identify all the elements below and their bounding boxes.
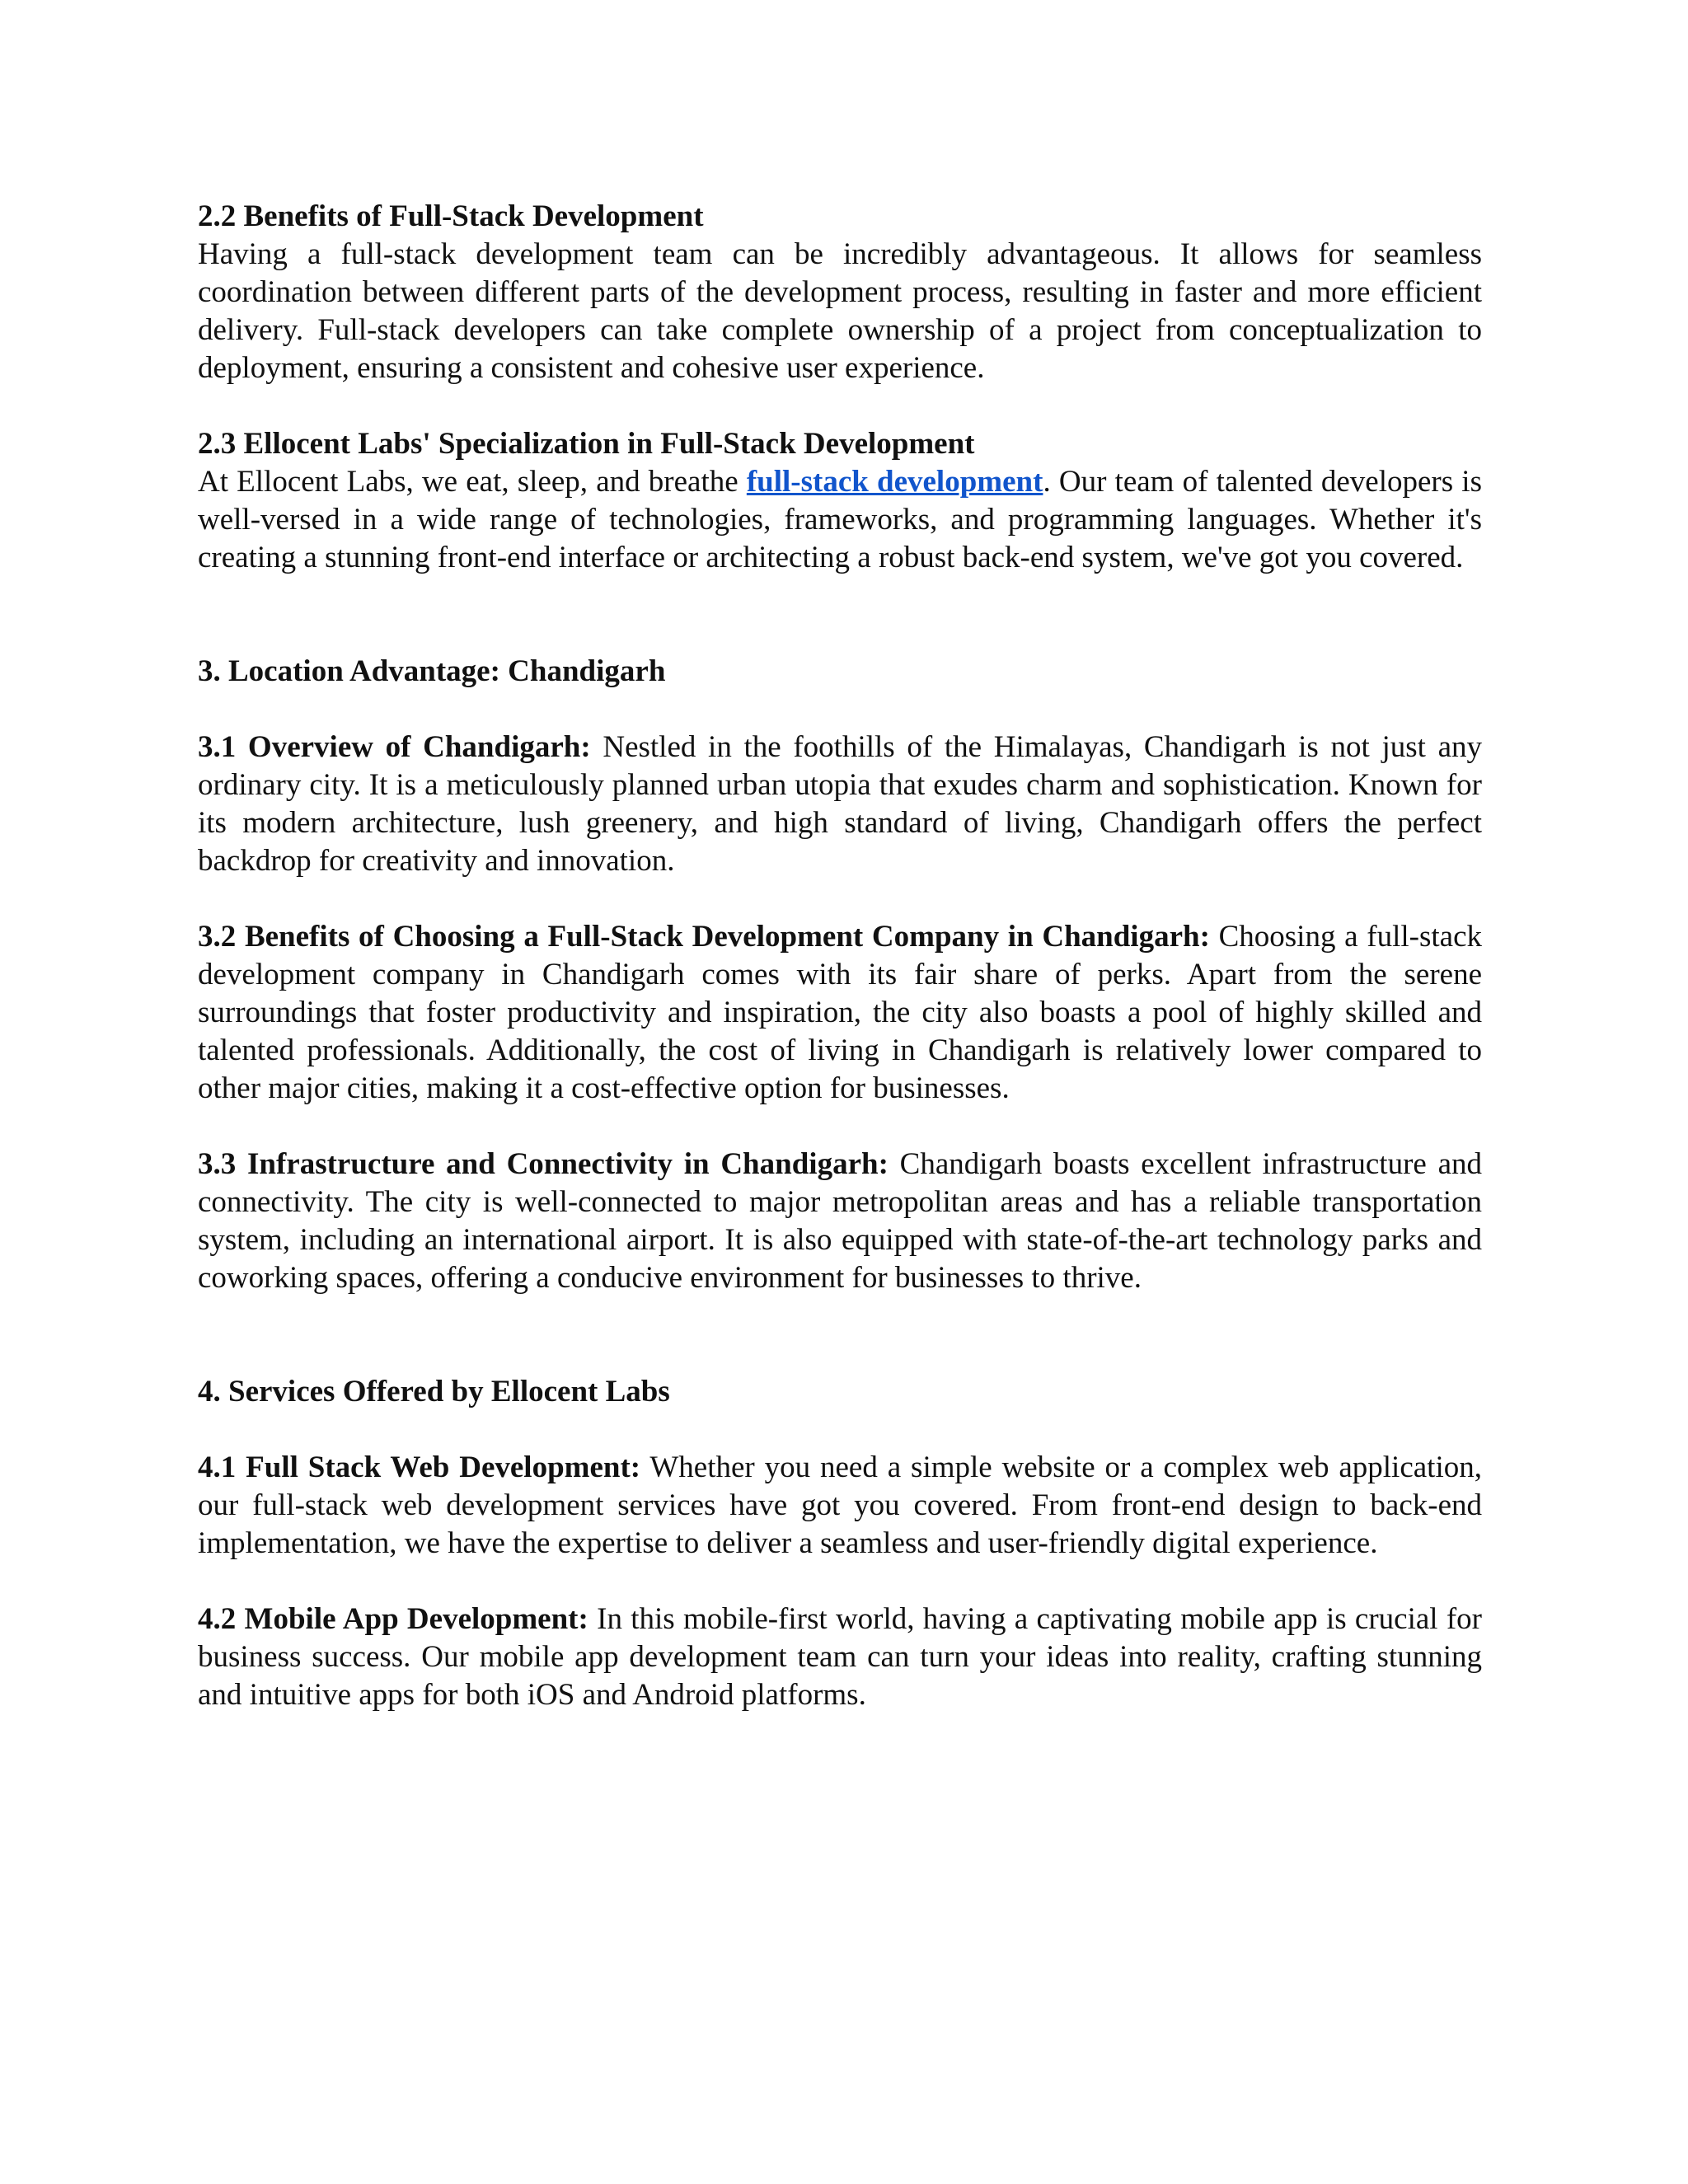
section-3-1-lead: 3.1 Overview of Chandigarh: [198,730,591,764]
section-4-1-body: Whether you need a simple website or a complex web application, our full-stack web development services have got you covered. From front-end design to back-end implementation, we have the expertise to deliver a seamless and user-friendly digital experience. [198,1451,1482,1560]
document-page [198,198,1482,1714]
section-3-2-body: Choosing a full-stack development company in Chandigarh comes with its fair share of perks. Apart from the serene surroundings that foster productivity and inspiration, the city also boasts a pool of highly skilled and talented professionals. Additionally, the cost of living in Chandigarh is relatively lower compared to other major cities, making it a cost-effective option for businesses. [198,920,1482,1105]
section-4-heading: 4. Services Offered by Ellocent Labs [198,1375,670,1408]
section-4-1-paragraph [198,1449,1482,1563]
section-3-3-lead: 3.3 Infrastructure and Connectivity in Chandigarh: [198,1147,889,1181]
section-4-2-lead: 4.2 Mobile App Development: [198,1602,588,1636]
section-4-2-body: In this mobile-first world, having a captivating mobile app is crucial for business success. Our mobile app development team can turn your ideas into reality, crafting stunning and intuitive apps for both iOS and Android platforms. [198,1602,1483,1712]
section-3-1-paragraph [198,729,1482,880]
section-2-2-body: Having a full-stack development team can be incredibly advantageous. It allows for seamless coordination between different parts of the development process, resulting in faster and more efficient delivery. Full-stack developers can take complete ownership of a project from conceptualization to deployment, ensuring a consistent and cohesive user experience. [198,237,1482,385]
section-3-2-paragraph [198,918,1482,1108]
section-2-3-body [198,463,1482,577]
section-2-3-heading: 2.3 Ellocent Labs' Specialization in Full-Stack Development [198,427,975,461]
spacer [198,1411,1482,1449]
section-3-2-lead: 3.2 Benefits of Choosing a Full-Stack Development Company in Chandigarh: [198,920,1210,954]
spacer [198,1108,1482,1146]
spacer [198,577,1482,653]
section-2-2-heading: 2.2 Benefits of Full-Stack Development [198,199,704,233]
spacer [198,1297,1482,1373]
spacer [198,691,1482,729]
spacer [198,880,1482,918]
section-3-3-body: Chandigarh boasts excellent infrastructure and connectivity. The city is well-connected to major metropolitan areas and has a reliable transportation system, including an international airport. It is also equipped with state-of-the-art technology parks and coworking spaces, offering a conducive environment for businesses to thrive. [198,1147,1482,1295]
section-4-2-paragraph [198,1601,1482,1714]
section-2-3-body-start: At Ellocent Labs, we eat, sleep, and breathe [198,465,747,499]
section-4-1-lead: 4.1 Full Stack Web Development: [198,1451,641,1484]
section-3-3-paragraph [198,1146,1482,1297]
full-stack-development-link[interactable]: full-stack development [746,465,1043,499]
spacer [198,1563,1482,1601]
section-3-heading: 3. Location Advantage: Chandigarh [198,654,666,688]
section-2-3-body-end: . Our team of talented developers is well-versed in a wide range of technologies, frameworks, and programming languages. Whether it's creating a stunning front-end interface or architecting a robust back-end system, we've got you covered. [198,465,1482,574]
section-3-1-body: Nestled in the foothills of the Himalayas, Chandigarh is not just any ordinary city. It is a meticulously planned urban utopia that exudes charm and sophistication. Known for its modern architecture, lush greenery, and high standard of living, Chandigarh offers the perfect backdrop for creativity and innovation. [198,730,1482,878]
spacer [198,387,1482,425]
